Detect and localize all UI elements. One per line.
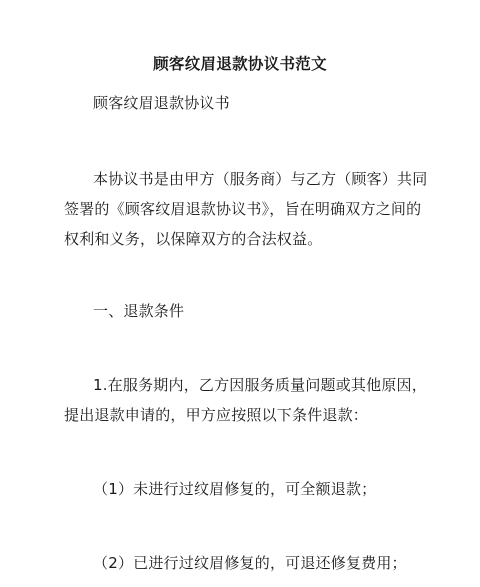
intro-line-3: 权利和义务，以保障双方的合法权益。 — [64, 230, 323, 248]
clause-1-line-2: 提出退款申请的，甲方应按照以下条件退款： — [64, 406, 369, 424]
clause-1-line-1: 1.在服务期内，乙方因服务质量问题或其他原因， — [93, 376, 427, 394]
list-item-repair-refund: （2）已进行过纹眉修复的，可退还修复费用； — [93, 554, 407, 572]
section-heading-refund-conditions: 一、退款条件 — [93, 302, 185, 320]
document-title: 顾客纹眉退款协议书范文 — [153, 55, 327, 73]
list-item-full-refund: （1）未进行过纹眉修复的，可全额退款； — [93, 480, 377, 498]
document-subtitle: 顾客纹眉退款协议书 — [93, 94, 230, 112]
intro-line-2: 签署的《顾客纹眉退款协议书》，旨在明确双方之间的 — [64, 200, 422, 218]
intro-line-1: 本协议书是由甲方（服务商）与乙方（顾客）共同 — [93, 170, 428, 188]
